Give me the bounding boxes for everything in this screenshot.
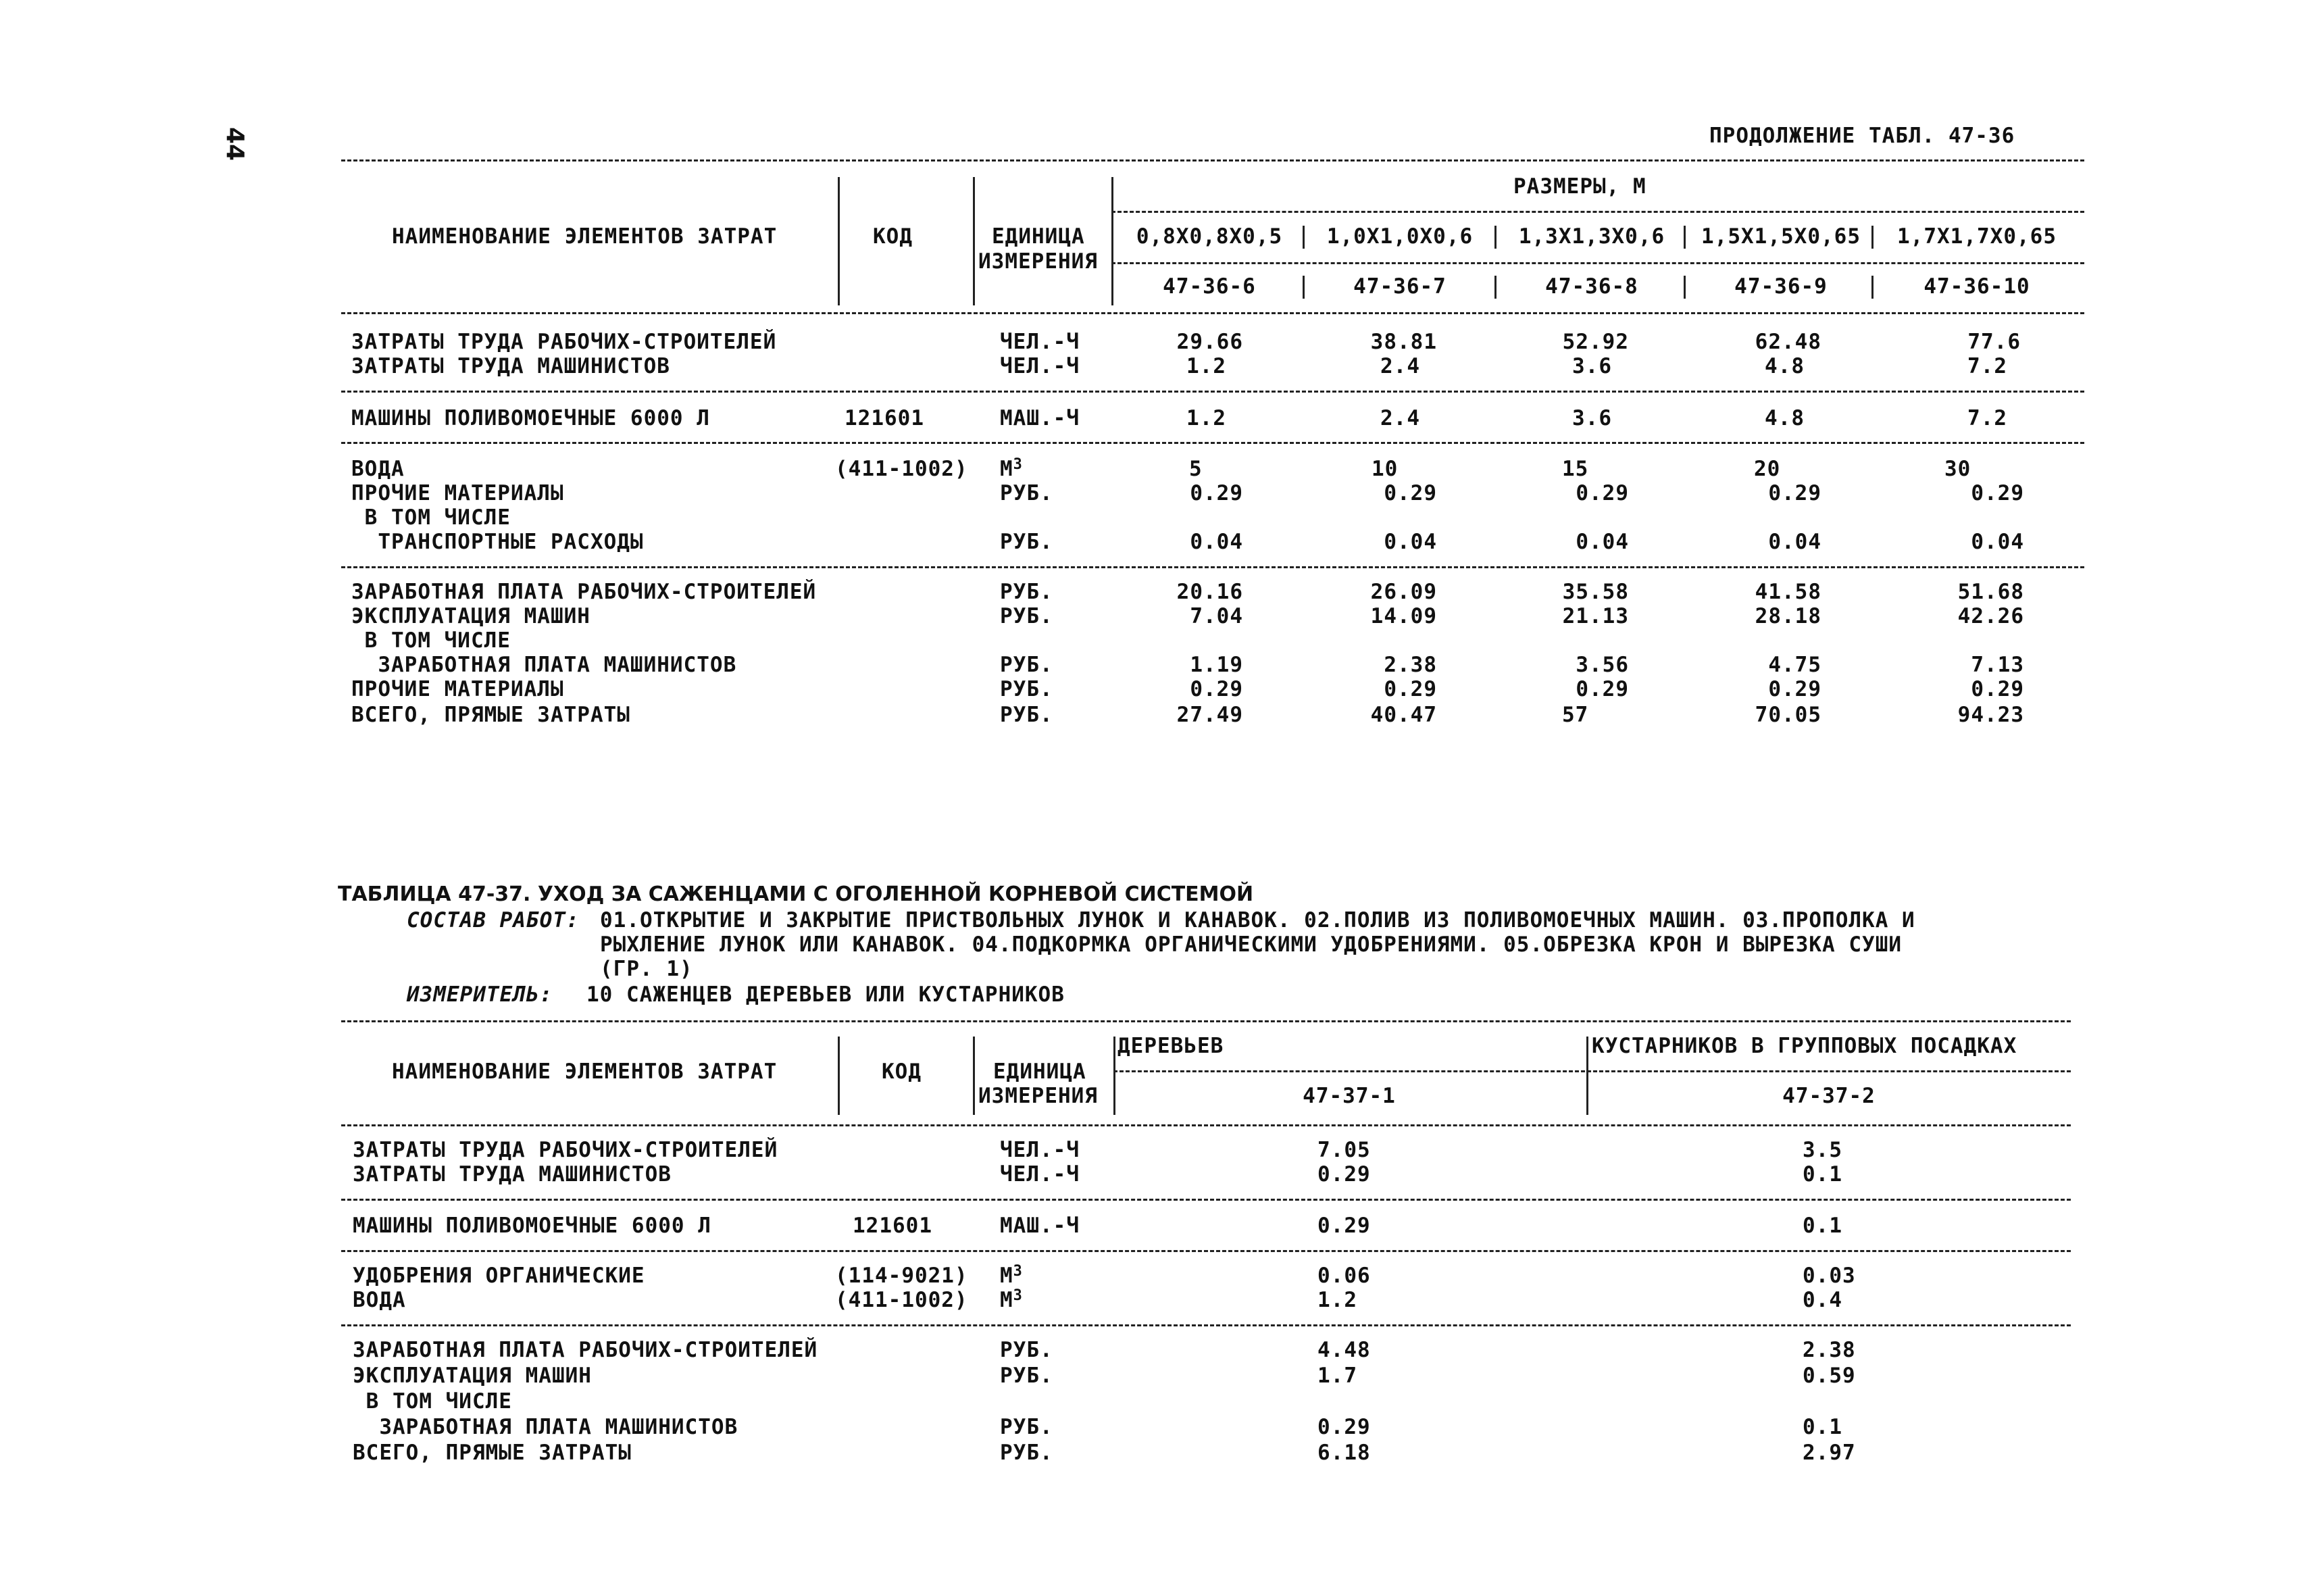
- row-code: (411-1002): [835, 1288, 968, 1312]
- table1-unit-header: ЕДИНИЦА: [992, 224, 1085, 249]
- work-composition-label: СОСТАВ РАБОТ:: [407, 908, 580, 932]
- row-name: ЗАТРАТЫ ТРУДА РАБОЧИХ-СТРОИТЕЛЕЙ: [351, 330, 777, 354]
- row-value: 2.4: [1380, 406, 1420, 430]
- row-unit: РУБ.: [1000, 1415, 1053, 1439]
- row-unit: ЧЕЛ.-Ч: [1000, 354, 1080, 378]
- row-value: 0.29: [1317, 1415, 1371, 1439]
- work-composition-line: (ГР. 1): [600, 957, 693, 981]
- row-value: 0.59: [1803, 1364, 1856, 1388]
- table1-code-col-header: 47-36-10: [1923, 274, 2030, 299]
- row-unit: РУБ.: [1000, 530, 1053, 554]
- row-name: ЗАТРАТЫ ТРУДА РАБОЧИХ-СТРОИТЕЛЕЙ: [353, 1138, 778, 1162]
- table1-code-col-header: 47-36-6: [1163, 274, 1256, 299]
- row-value: 35.58: [1562, 580, 1629, 604]
- row-code: 121601: [845, 406, 924, 430]
- table1-col-sep: [1684, 276, 1686, 299]
- table1-group-title: РАЗМЕРЫ, М: [1513, 174, 1646, 199]
- table2-group-rule: [1113, 1070, 2071, 1072]
- table1-code-col-header: 47-36-8: [1545, 274, 1638, 299]
- row-unit: [1000, 457, 1023, 481]
- row-name: ЗАТРАТЫ ТРУДА МАШИНИСТОВ: [351, 354, 670, 378]
- row-value: 1.2: [1186, 406, 1226, 430]
- table1-col-sep: [1111, 177, 1113, 305]
- row-value: 1.2: [1186, 354, 1226, 378]
- row-value: 57: [1562, 703, 1589, 727]
- row-value: 0.04: [1190, 530, 1243, 554]
- table2-top-rule: [341, 1020, 2071, 1022]
- group-rule: [341, 1199, 2071, 1201]
- row-value: 3.5: [1803, 1138, 1842, 1162]
- row-value: 0.29: [1384, 481, 1437, 505]
- meter-value: 10 САЖЕНЦЕВ ДЕРЕВЬЕВ ИЛИ КУСТАРНИКОВ: [586, 982, 1065, 1007]
- table1-col-sep: [1303, 276, 1305, 299]
- row-name: ВОДА: [351, 457, 405, 481]
- row-value: 0.29: [1317, 1214, 1371, 1238]
- row-value: 4.75: [1768, 653, 1821, 677]
- row-value: 20.16: [1176, 580, 1243, 604]
- row-value: 3.6: [1572, 354, 1612, 378]
- table1-code-header: КОД: [873, 224, 913, 249]
- row-code: (114-9021): [835, 1264, 968, 1288]
- row-name: МАШИНЫ ПОЛИВОМОЕЧНЫЕ 6000 Л: [353, 1214, 711, 1238]
- row-value: 0.29: [1971, 481, 2024, 505]
- row-unit: РУБ.: [1000, 580, 1053, 604]
- row-value: 0.29: [1971, 677, 2024, 701]
- row-code: (411-1002): [835, 457, 968, 481]
- row-value: 41.58: [1755, 580, 1821, 604]
- group-rule: [341, 391, 2084, 393]
- row-name: В ТОМ ЧИСЛЕ: [353, 1389, 512, 1414]
- group-rule: [341, 442, 2084, 444]
- meter-label: ИЗМЕРИТЕЛЬ:: [407, 982, 553, 1007]
- row-value: 1.7: [1317, 1364, 1357, 1388]
- row-unit: [1000, 1264, 1023, 1288]
- row-value: 26.09: [1370, 580, 1437, 604]
- table2-code-col-header: 47-37-1: [1303, 1084, 1396, 1108]
- row-value: 0.1: [1803, 1162, 1842, 1187]
- row-unit: РУБ.: [1000, 653, 1053, 677]
- row-value: 0.06: [1317, 1264, 1371, 1288]
- row-name: В ТОМ ЧИСЛЕ: [351, 505, 511, 530]
- group-rule: [341, 566, 2084, 568]
- row-value: 28.18: [1755, 604, 1821, 628]
- row-name: ПРОЧИЕ МАТЕРИАЛЫ: [351, 677, 564, 701]
- table2-col-sep: [973, 1037, 975, 1115]
- table1-col-sep: [1871, 276, 1873, 299]
- table1-top-rule: [341, 159, 2084, 161]
- table1-col-sep: [1684, 226, 1686, 249]
- row-value: 0.29: [1190, 677, 1243, 701]
- table2-group-header: КУСТАРНИКОВ В ГРУППОВЫХ ПОСАДКАХ: [1592, 1034, 2017, 1058]
- row-value: 70.05: [1755, 703, 1821, 727]
- table2-name-header: НАИМЕНОВАНИЕ ЭЛЕМЕНТОВ ЗАТРАТ: [392, 1059, 778, 1084]
- table1-sizes-rule: [1111, 262, 2084, 264]
- row-value: 0.1: [1803, 1214, 1842, 1238]
- row-value: 51.68: [1957, 580, 2024, 604]
- table2-unit-header: ЕДИНИЦА: [993, 1059, 1086, 1084]
- table2-col-sep: [1586, 1037, 1588, 1115]
- row-value: 0.29: [1384, 677, 1437, 701]
- table1-code-col-header: 47-36-9: [1734, 274, 1828, 299]
- row-value: 0.4: [1803, 1288, 1842, 1312]
- row-name: В ТОМ ЧИСЛЕ: [351, 628, 511, 653]
- row-value: 62.48: [1755, 330, 1821, 354]
- row-name: ЭКСПЛУАТАЦИЯ МАШИН: [353, 1364, 592, 1388]
- row-value: 1.2: [1317, 1288, 1357, 1312]
- row-name: ЭКСПЛУАТАЦИЯ МАШИН: [351, 604, 590, 628]
- row-name: ЗАРАБОТНАЯ ПЛАТА МАШИНИСТОВ: [351, 653, 737, 677]
- row-value: 40.47: [1370, 703, 1437, 727]
- table1-col-sep: [1494, 276, 1496, 299]
- row-value: 38.81: [1370, 330, 1437, 354]
- row-unit: ЧЕЛ.-Ч: [1000, 330, 1080, 354]
- table1-col-sep: [1871, 226, 1873, 249]
- row-value: 20: [1754, 457, 1781, 481]
- table2-col-sep: [838, 1037, 840, 1115]
- continuation-label: ПРОДОЛЖЕНИЕ ТАБЛ. 47-36: [1709, 124, 2015, 148]
- row-value: 2.38: [1384, 653, 1437, 677]
- row-value: 3.6: [1572, 406, 1612, 430]
- page-number: 44: [221, 127, 249, 161]
- row-value: 4.48: [1317, 1338, 1371, 1362]
- row-value: 0.04: [1576, 530, 1629, 554]
- row-unit: РУБ.: [1000, 703, 1053, 727]
- unit-superscript: 3: [1013, 1263, 1023, 1280]
- row-value: 0.04: [1768, 530, 1821, 554]
- table1-size-header: 0,8X0,8X0,5: [1136, 224, 1283, 249]
- unit-text: М: [1000, 457, 1013, 481]
- row-value: 77.6: [1967, 330, 2021, 354]
- row-unit: ЧЕЛ.-Ч: [1000, 1138, 1080, 1162]
- row-unit: РУБ.: [1000, 1364, 1053, 1388]
- row-value: 0.29: [1768, 481, 1821, 505]
- row-value: 94.23: [1957, 703, 2024, 727]
- table1-col-sep: [1494, 226, 1496, 249]
- table1-size-header: 1,3X1,3X0,6: [1518, 224, 1665, 249]
- unit-superscript: 3: [1013, 1287, 1023, 1304]
- work-composition-line: РЫХЛЕНИЕ ЛУНОК ИЛИ КАНАВОК. 04.ПОДКОРМКА ОРГАНИЧЕСКИМИ УДОБРЕНИЯМИ. 05.ОБРЕЗКА КРОН И ВЫРЕЗКА СУШИ: [600, 932, 1903, 957]
- row-value: 3.56: [1576, 653, 1629, 677]
- table1-group-rule: [1111, 211, 2084, 213]
- row-unit: РУБ.: [1000, 677, 1053, 701]
- row-value: 4.8: [1765, 406, 1805, 430]
- row-value: 21.13: [1562, 604, 1629, 628]
- table1-unit-header-2: ИЗМЕРЕНИЯ: [978, 249, 1098, 274]
- row-value: 6.18: [1317, 1441, 1371, 1465]
- row-value: 0.03: [1803, 1264, 1856, 1288]
- group-rule: [341, 1324, 2071, 1326]
- unit-text: М: [1000, 1288, 1013, 1312]
- row-value: 42.26: [1957, 604, 2024, 628]
- row-name: ВОДА: [353, 1288, 406, 1312]
- table1-size-header: 1,0X1,0X0,6: [1326, 224, 1474, 249]
- row-unit: РУБ.: [1000, 1441, 1053, 1465]
- row-value: 2.38: [1803, 1338, 1856, 1362]
- row-name: ЗАРАБОТНАЯ ПЛАТА МАШИНИСТОВ: [353, 1415, 738, 1439]
- row-name: ЗАРАБОТНАЯ ПЛАТА РАБОЧИХ-СТРОИТЕЛЕЙ: [351, 580, 817, 604]
- row-value: 0.29: [1768, 677, 1821, 701]
- row-value: 0.29: [1317, 1162, 1371, 1187]
- row-value: 7.04: [1190, 604, 1243, 628]
- row-value: 5: [1189, 457, 1203, 481]
- group-rule: [341, 1250, 2071, 1252]
- row-value: 29.66: [1176, 330, 1243, 354]
- row-value: 52.92: [1562, 330, 1629, 354]
- row-value: 7.2: [1967, 406, 2007, 430]
- row-value: 0.04: [1384, 530, 1437, 554]
- table2-code-header: КОД: [882, 1059, 922, 1084]
- row-unit: МАШ.-Ч: [1000, 1214, 1080, 1238]
- row-name: ЗАРАБОТНАЯ ПЛАТА РАБОЧИХ-СТРОИТЕЛЕЙ: [353, 1338, 818, 1362]
- table2-unit-header-2: ИЗМЕРЕНИЯ: [978, 1084, 1098, 1108]
- table2-code-col-header: 47-37-2: [1782, 1084, 1876, 1108]
- row-code: 121601: [853, 1214, 932, 1238]
- table2-col-sep: [1113, 1037, 1115, 1115]
- row-value: 27.49: [1176, 703, 1243, 727]
- row-value: 2.97: [1803, 1441, 1856, 1465]
- table1-code-col-header: 47-36-7: [1353, 274, 1447, 299]
- table2-title: ТАБЛИЦА 47-37. УХОД ЗА САЖЕНЦАМИ С ОГОЛЕННОЙ КОРНЕВОЙ СИСТЕМОЙ: [338, 882, 1254, 906]
- row-unit: ЧЕЛ.-Ч: [1000, 1162, 1080, 1187]
- table1-size-header: 1,7X1,7X0,65: [1897, 224, 2057, 249]
- row-value: 2.4: [1380, 354, 1420, 378]
- row-value: 7.05: [1317, 1138, 1371, 1162]
- row-value: 7.13: [1971, 653, 2024, 677]
- row-unit: РУБ.: [1000, 481, 1053, 505]
- row-name: МАШИНЫ ПОЛИВОМОЕЧНЫЕ 6000 Л: [351, 406, 710, 430]
- table1-col-sep: [1303, 226, 1305, 249]
- row-value: 10: [1372, 457, 1399, 481]
- row-value: 7.2: [1967, 354, 2007, 378]
- unit-text: М: [1000, 1264, 1013, 1288]
- row-value: 4.8: [1765, 354, 1805, 378]
- unit-superscript: 3: [1013, 456, 1023, 473]
- table1-col-sep: [973, 177, 975, 305]
- row-value: 0.29: [1190, 481, 1243, 505]
- row-value: 30: [1944, 457, 1971, 481]
- table1-size-header: 1,5X1,5X0,65: [1701, 224, 1861, 249]
- work-composition-line: 01.ОТКРЫТИЕ И ЗАКРЫТИЕ ПРИСТВОЛЬНЫХ ЛУНОК И КАНАВОК. 02.ПОЛИВ ИЗ ПОЛИВОМОЕЧНЫХ МАШИН. 03.ПРОПОЛКА И: [600, 908, 1915, 932]
- row-value: 0.29: [1576, 481, 1629, 505]
- table1-col-sep: [838, 177, 840, 305]
- row-name: ЗАТРАТЫ ТРУДА МАШИНИСТОВ: [353, 1162, 672, 1187]
- row-unit: [1000, 1288, 1023, 1312]
- table1-name-header: НАИМЕНОВАНИЕ ЭЛЕМЕНТОВ ЗАТРАТ: [392, 224, 778, 249]
- table2-header-bottom-rule: [341, 1124, 2071, 1126]
- row-name: ТРАНСПОРТНЫЕ РАСХОДЫ: [351, 530, 644, 554]
- row-value: 14.09: [1370, 604, 1437, 628]
- row-unit: РУБ.: [1000, 604, 1053, 628]
- row-unit: МАШ.-Ч: [1000, 406, 1080, 430]
- row-value: 0.04: [1971, 530, 2024, 554]
- row-value: 1.19: [1190, 653, 1243, 677]
- table1-header-bottom-rule: [341, 312, 2084, 314]
- row-value: 0.29: [1576, 677, 1629, 701]
- table2-group-header: ДЕРЕВЬЕВ: [1117, 1034, 1224, 1058]
- row-value: 0.1: [1803, 1415, 1842, 1439]
- row-unit: РУБ.: [1000, 1338, 1053, 1362]
- row-name: ВСЕГО, ПРЯМЫЕ ЗАТРАТЫ: [353, 1441, 632, 1465]
- row-name: ПРОЧИЕ МАТЕРИАЛЫ: [351, 481, 564, 505]
- row-name: УДОБРЕНИЯ ОРГАНИЧЕСКИЕ: [353, 1264, 645, 1288]
- row-value: 15: [1562, 457, 1589, 481]
- row-name: ВСЕГО, ПРЯМЫЕ ЗАТРАТЫ: [351, 703, 630, 727]
